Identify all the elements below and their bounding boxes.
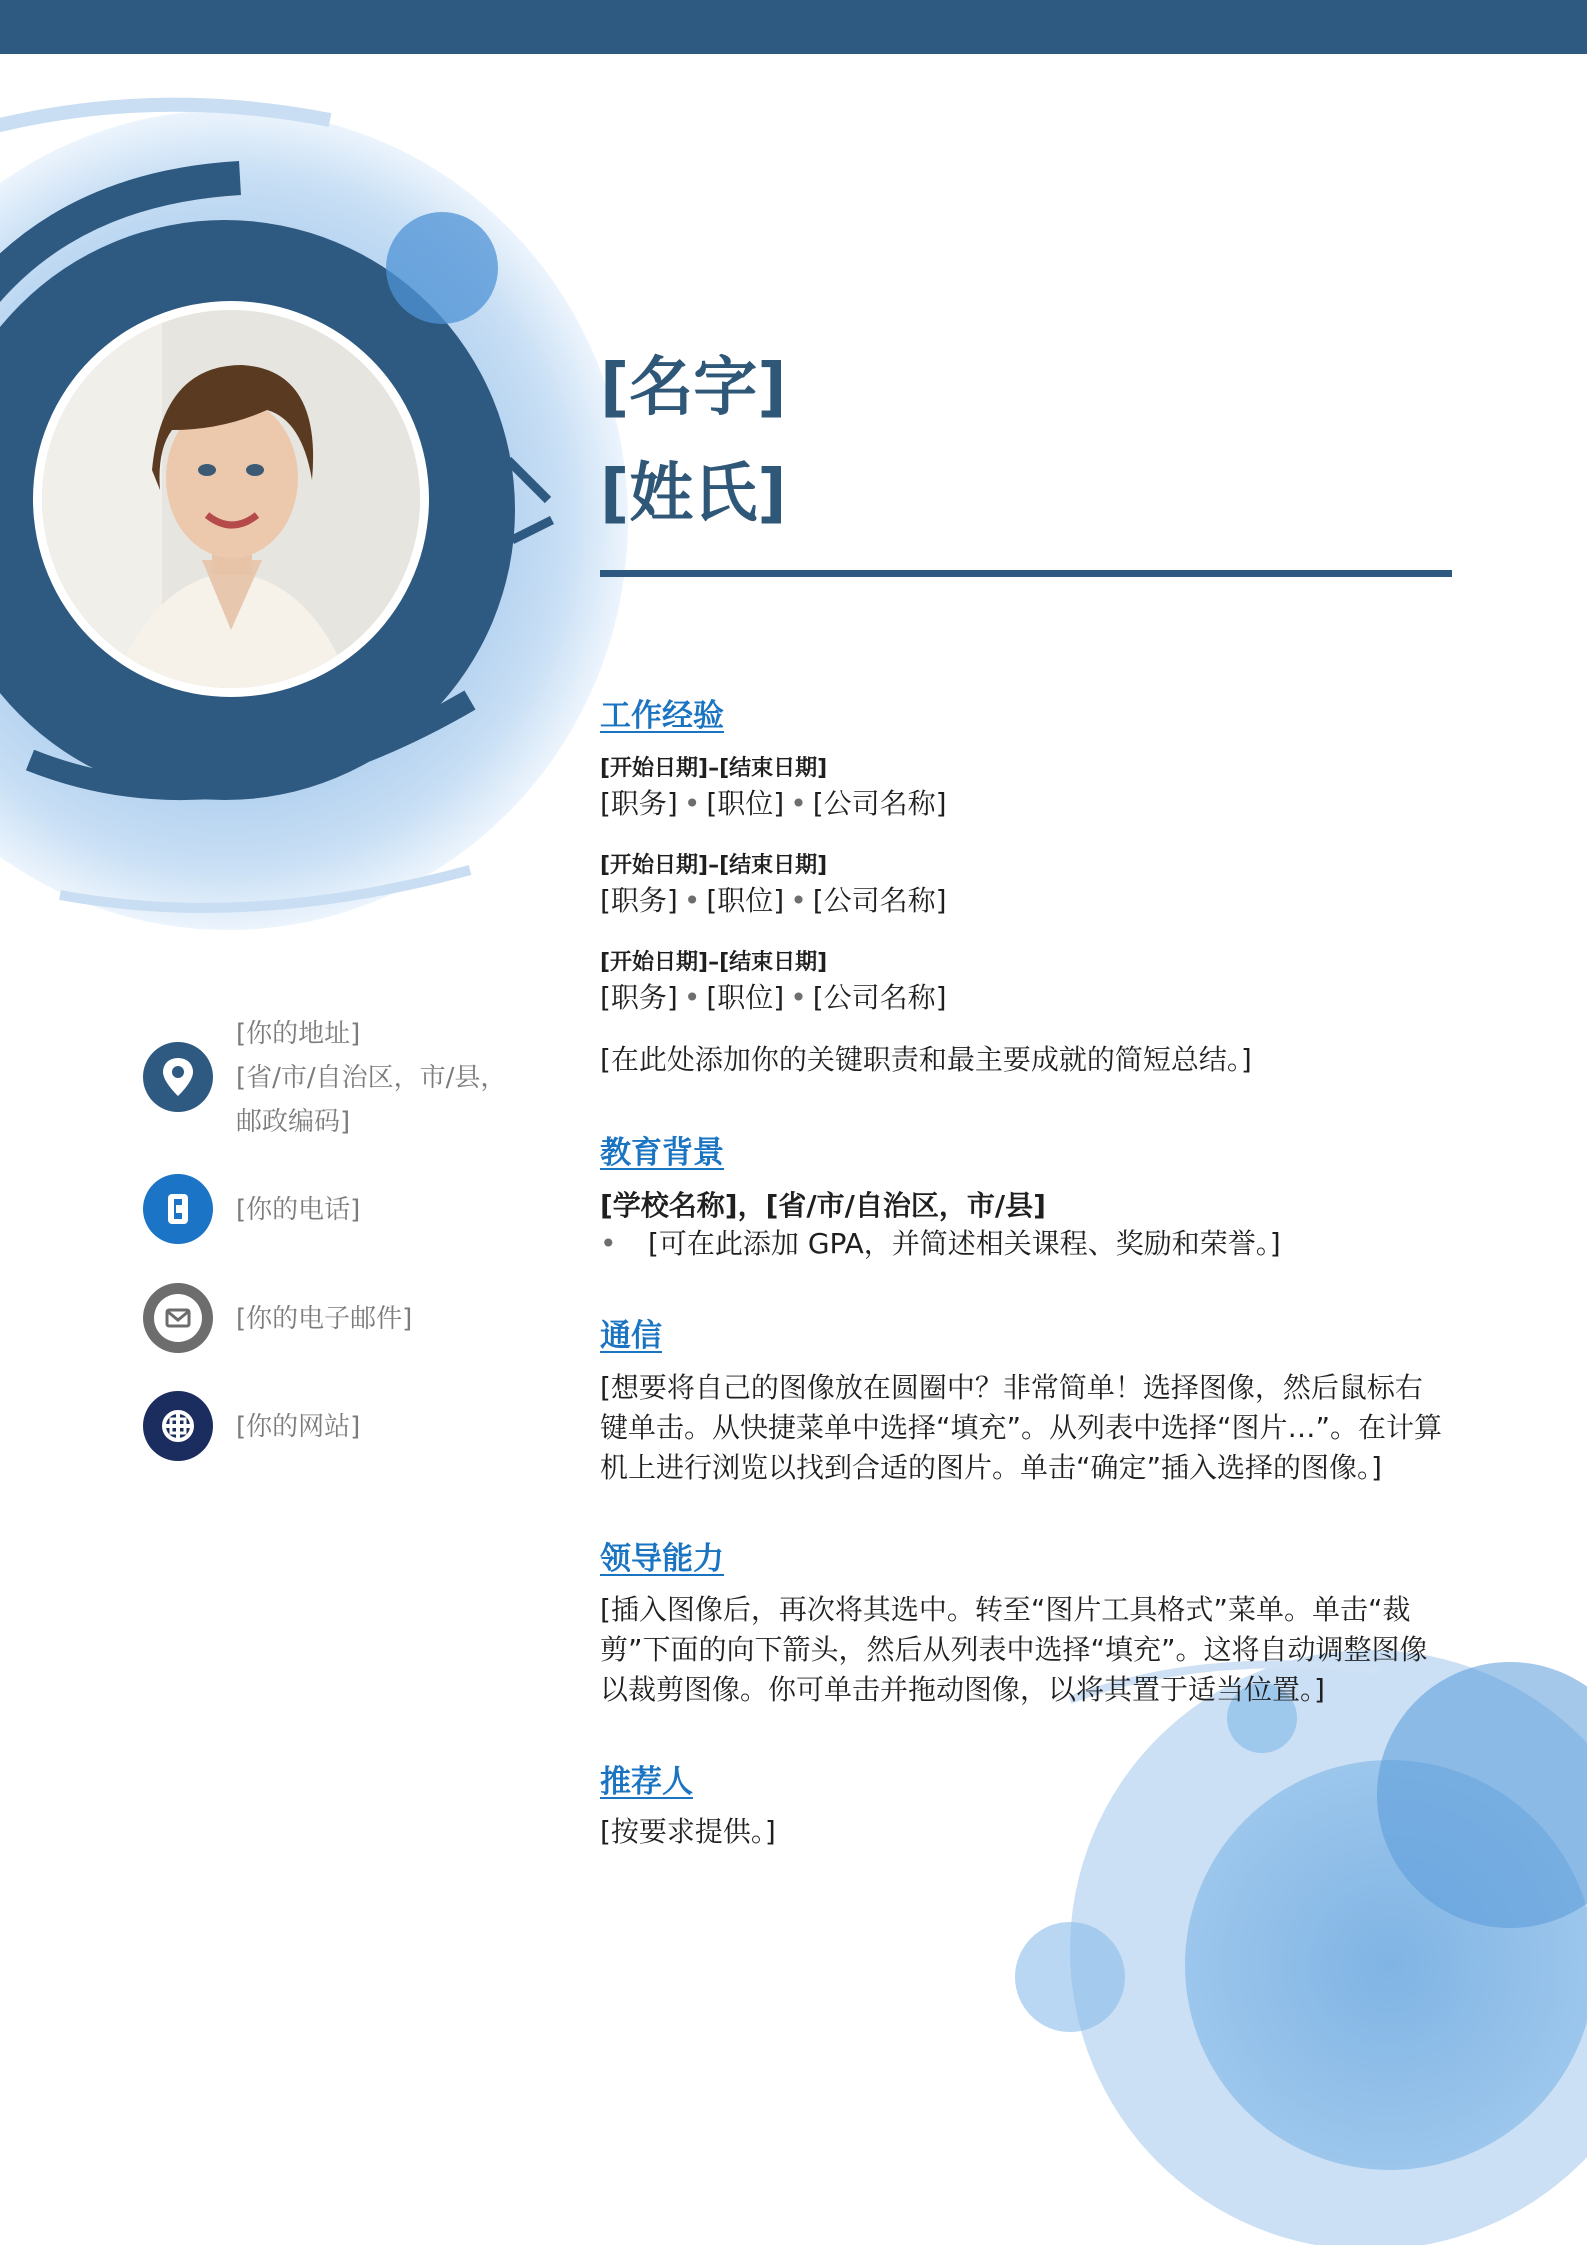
job-1-duty: [职务] bbox=[600, 787, 678, 820]
job-1-role bbox=[600, 782, 947, 822]
separator: • bbox=[790, 981, 807, 1014]
job-3-position: [职位] bbox=[706, 981, 785, 1014]
job-2-position: [职位] bbox=[706, 884, 785, 917]
name-divider bbox=[600, 570, 1452, 577]
leadership-heading: 领导能力 bbox=[600, 1541, 724, 1577]
bottom-right-bubbles-decoration bbox=[1015, 1650, 1587, 2245]
email-icon bbox=[143, 1283, 213, 1353]
website: [你的网站] bbox=[236, 1412, 361, 1442]
job-2-company: [公司名称] bbox=[812, 884, 947, 917]
job-1-company: [公司名称] bbox=[812, 787, 947, 820]
address bbox=[236, 1012, 506, 1144]
phone: [你的电话] bbox=[236, 1195, 361, 1225]
education-heading: 教育背景 bbox=[600, 1135, 724, 1171]
last-name: [姓氏] bbox=[600, 457, 787, 531]
address-line-2: [省/市/自治区，市/县， bbox=[236, 1063, 507, 1093]
job-1-dates: [开始日期]–[结束日期] bbox=[600, 756, 828, 781]
references-heading: 推荐人 bbox=[600, 1764, 693, 1800]
profile-photo bbox=[42, 310, 420, 688]
job-3-company: [公司名称] bbox=[812, 981, 947, 1014]
job-2-dates: [开始日期]–[结束日期] bbox=[600, 853, 828, 878]
separator: • bbox=[790, 884, 807, 917]
work-experience-heading: 工作经验 bbox=[600, 698, 724, 734]
separator: • bbox=[683, 884, 701, 917]
communication-body: [想要将自己的图像放在圆圈中？非常简单！选择图像，然后鼠标右键单击。从快捷菜单中选择“填充”。从列表中选择“图片…”。在计算机上进行浏览以找到合适的图片。单击“确定”插入选择的图像。] bbox=[600, 1371, 1443, 1484]
website-icon bbox=[143, 1391, 213, 1461]
leadership-body: [插入图像后，再次将其选中。转至“图片工具格式”菜单。单击“裁剪”下面的向下箭头，然后从列表中选择“填充”。这将自动调整图像以裁剪图像。你可单击并拖动图像，以将其置于适当位置。] bbox=[600, 1593, 1428, 1706]
address-line-1: [你的地址] bbox=[236, 1019, 361, 1049]
work-summary: [在此处添加你的关键职责和最主要成就的简短总结。] bbox=[600, 1043, 1252, 1076]
address-line-3: 邮政编码] bbox=[236, 1107, 351, 1137]
separator: • bbox=[790, 787, 807, 820]
job-3-duty: [职务] bbox=[600, 981, 678, 1014]
references-body: [按要求提供。] bbox=[600, 1815, 776, 1848]
phone-icon bbox=[143, 1174, 213, 1244]
education-detail bbox=[600, 1222, 1281, 1262]
location-icon bbox=[143, 1042, 213, 1112]
job-1-position: [职位] bbox=[706, 787, 785, 820]
job-3-role bbox=[600, 976, 947, 1016]
education-school: [学校名称]，[省/市/自治区，市/县] bbox=[600, 1189, 1046, 1222]
separator: • bbox=[683, 981, 701, 1014]
separator: • bbox=[683, 787, 701, 820]
communication-heading: 通信 bbox=[600, 1318, 662, 1354]
job-2-role bbox=[600, 879, 947, 919]
bullet-icon: • bbox=[600, 1227, 617, 1260]
first-name: [名字] bbox=[600, 351, 787, 425]
email: [你的电子邮件] bbox=[236, 1304, 413, 1334]
education-detail-text: [可在此添加 GPA，并简述相关课程、奖励和荣誉。] bbox=[648, 1227, 1281, 1260]
job-2-duty: [职务] bbox=[600, 884, 678, 917]
job-3-dates: [开始日期]–[结束日期] bbox=[600, 950, 828, 975]
